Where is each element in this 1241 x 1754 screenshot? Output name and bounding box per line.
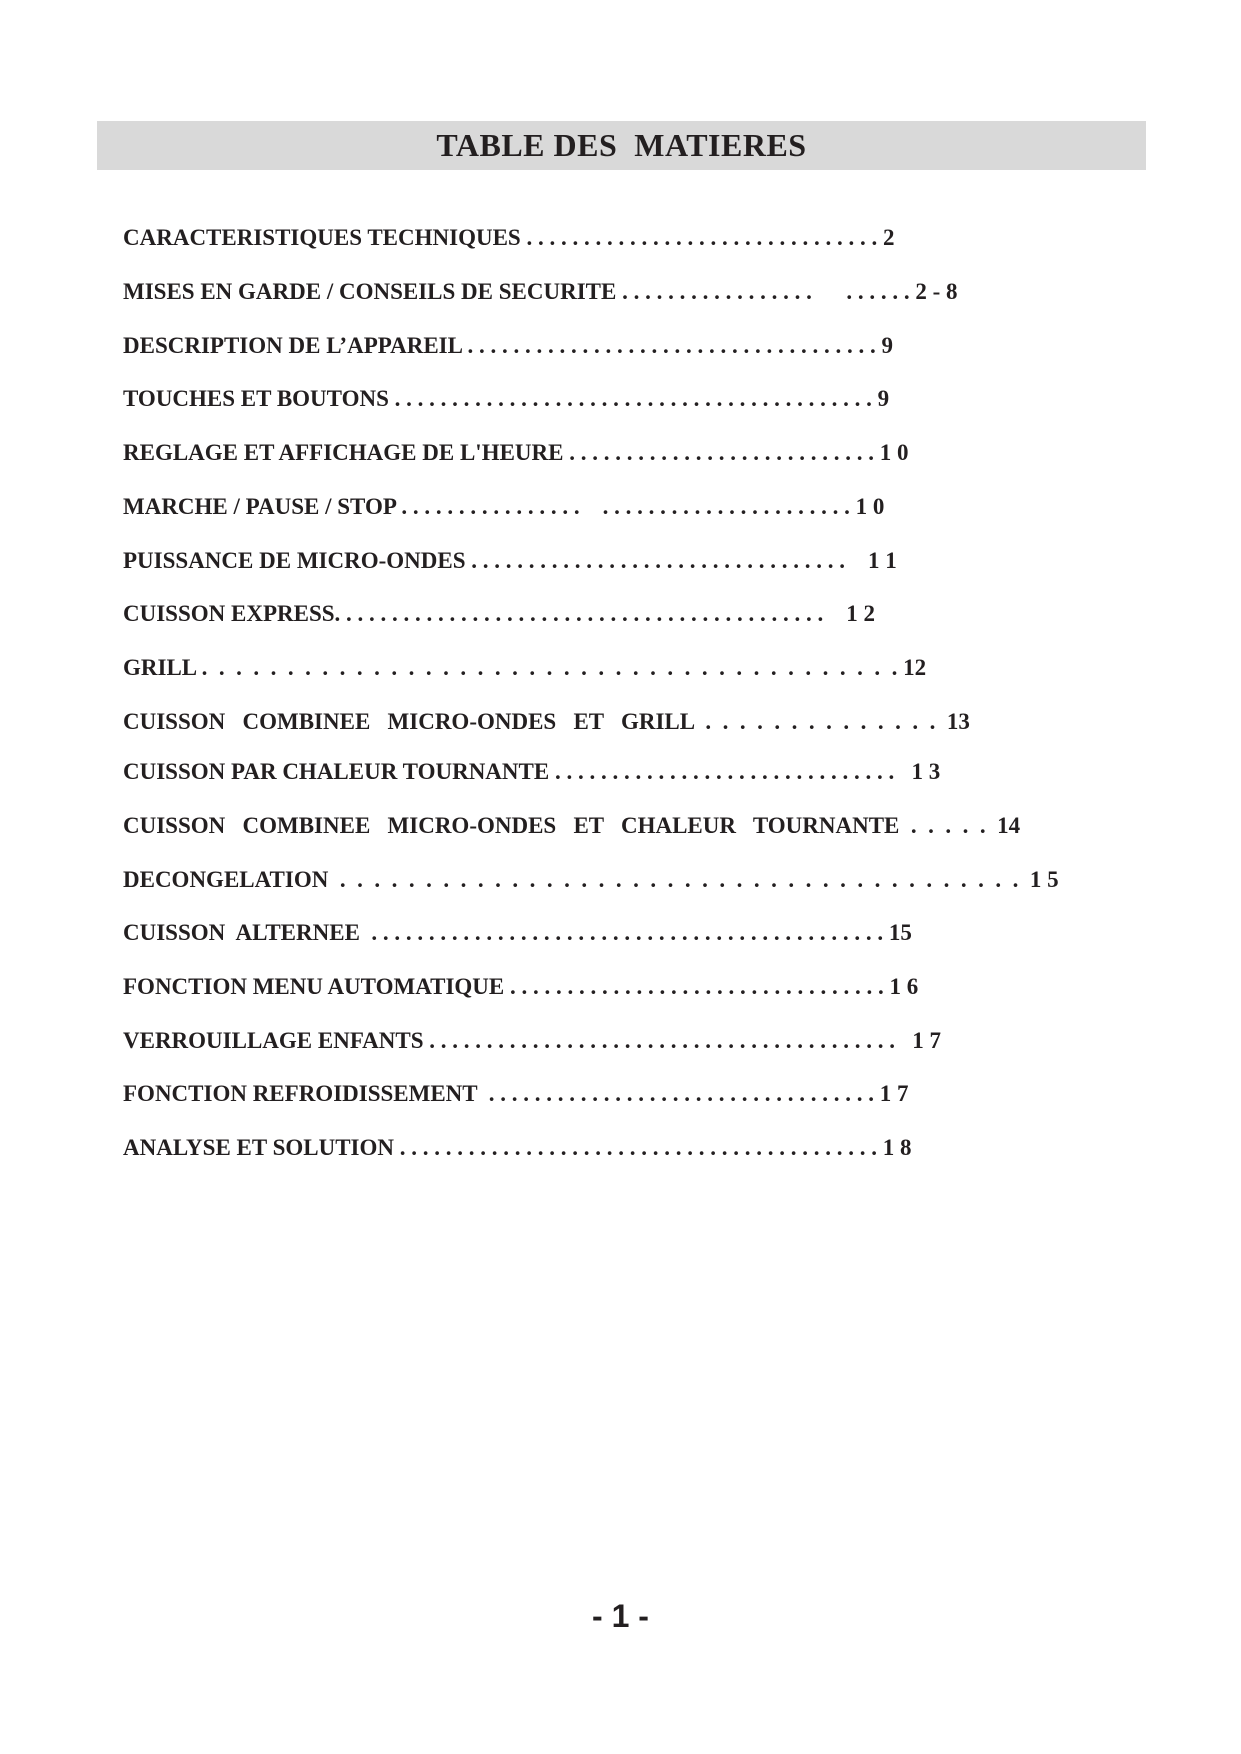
toc-entry-page: 2 - 8 <box>915 279 958 304</box>
toc-entry-title: TOUCHES ET BOUTONS <box>123 386 389 411</box>
toc-entry[interactable] <box>123 492 884 522</box>
toc-leader-dots: . . . . . . . . . . . . . . . . . . . . . . . . . . . . . . . . . . . . . . . . . . . . . <box>359 920 889 945</box>
toc-entry-title: DESCRIPTION DE L’APPAREIL <box>123 333 462 358</box>
toc-entry-title: CARACTERISTIQUES TECHNIQUES <box>123 225 521 250</box>
toc-entry[interactable] <box>123 1026 941 1056</box>
toc-entry[interactable] <box>123 1133 912 1163</box>
toc-entry-page: 14 <box>997 813 1021 838</box>
toc-entry-title: CUISSON EXPRESS. <box>123 601 341 626</box>
toc-entry[interactable] <box>123 277 958 307</box>
toc-leader-dots: . . . . . . . . . . . . . . . . . . . . . . . . . . . . . . . . . . . . . . . . . . <box>340 601 847 626</box>
toc-leader-dots: . . . . . . . . . . . . . . . . . . . . . . . . . . . . . . . . . <box>504 974 890 999</box>
toc-entry[interactable] <box>123 757 940 787</box>
toc-entry-title: MARCHE / PAUSE / STOP <box>123 494 396 519</box>
toc-entry-title: CUISSON COMBINEE MICRO-ONDES ET CHALEUR TOURNANTE <box>123 813 900 838</box>
toc-leader-dots: . . . . . . . . . . . . . . . . . . . . . . . . . . . . . . . . . <box>465 548 868 573</box>
toc-entry-title: MISES EN GARDE / CONSEILS DE SECURITE <box>123 279 617 304</box>
toc-entry-title: GRILL <box>123 655 196 680</box>
toc-entry-title: VERROUILLAGE ENFANTS <box>123 1028 424 1053</box>
toc-leader-dots: . . . . . . . . . . . . . . . . . . . . . . . . . . . . . . . . . . . . . . . . . . <box>388 386 878 411</box>
toc-entry-page: 1 0 <box>879 440 909 465</box>
toc-leader-dots: . . . . . . . . . . . . . . . . . . . . . . . <box>616 279 916 304</box>
toc-entry[interactable] <box>123 546 897 576</box>
toc-entry[interactable] <box>123 972 918 1002</box>
toc-entry-page: 1 8 <box>882 1135 912 1160</box>
toc-leader-dots: . . . . . . . . . . . . . . . . . . . . . . . . . . . . . . . . . . . . . . . . . <box>423 1028 913 1053</box>
toc-entry-page: 15 <box>888 920 912 945</box>
toc-entry-page: 9 <box>877 386 890 411</box>
toc-entry[interactable] <box>123 811 1020 841</box>
toc-leader-dots: . . . . . . . . . . . . . . . . . . . . . . . . . . . . . . . . . . . . . . <box>395 494 856 519</box>
toc-leader-dots: . . . . . . . . . . . . . . <box>693 709 947 734</box>
toc-entry-page: 12 <box>903 655 927 680</box>
toc-entry-title: CUISSON COMBINEE MICRO-ONDES ET GRILL <box>123 709 694 734</box>
toc-entry-title: FONCTION REFROIDISSEMENT <box>123 1081 478 1106</box>
toc-entry[interactable] <box>123 384 889 414</box>
toc-leader-dots: . . . . . . . . . . . . . . . . . . . . . . . . . . . . . . . <box>520 225 883 250</box>
title-bar <box>97 121 1146 170</box>
toc-leader-dots: . . . . . . . . . . . . . . . . . . . . . . . . . . . . . . <box>549 759 912 784</box>
toc-leader-dots: . . . . . . . . . . . . . . . . . . . . . . . . . . . . . . . . . . <box>477 1081 880 1106</box>
toc-entry-page: 1 5 <box>1029 867 1059 892</box>
toc-entry-page: 13 <box>946 709 970 734</box>
page-title: TABLE DES MATIERES <box>436 127 807 163</box>
page-number: - 1 - <box>592 1598 649 1634</box>
toc-entry[interactable] <box>123 707 970 737</box>
toc-entry-title: FONCTION MENU AUTOMATIQUE <box>123 974 505 999</box>
toc-entry-page: 2 <box>882 225 895 250</box>
toc-leader-dots: . . . . . . . . . . . . . . . . . . . . . . . . . . . . . . . . . . . . . . . . . . <box>394 1135 883 1160</box>
toc-entry-page: 1 2 <box>846 601 876 626</box>
toc-entry-page: 1 0 <box>855 494 885 519</box>
toc-leader-dots: . . . . . . . . . . . . . . . . . . . . . . . . . . . . . . . . . . . . . . . . . <box>195 655 904 680</box>
toc-entry[interactable] <box>123 599 875 629</box>
toc-entry-page: 1 3 <box>911 759 941 784</box>
toc-entry-title: REGLAGE ET AFFICHAGE DE L'HEURE <box>123 440 564 465</box>
toc-entry[interactable] <box>123 1079 908 1109</box>
toc-leader-dots: . . . . . <box>899 813 998 838</box>
toc-entry[interactable] <box>123 653 926 683</box>
toc-entry[interactable] <box>123 223 894 253</box>
toc-entry[interactable] <box>123 865 1059 895</box>
toc-leader-dots: . . . . . . . . . . . . . . . . . . . . . . . . . . . . . . . . . . . . <box>461 333 882 358</box>
toc-entry-title: CUISSON PAR CHALEUR TOURNANTE <box>123 759 550 784</box>
toc-entry[interactable] <box>123 331 893 361</box>
toc-entry-title: PUISSANCE DE MICRO-ONDES <box>123 548 466 573</box>
toc-entry-page: 1 6 <box>889 974 919 999</box>
toc-entry-page: 1 7 <box>879 1081 909 1106</box>
toc-entry-title: ANALYSE ET SOLUTION <box>123 1135 394 1160</box>
toc-entry-title: DECONGELATION <box>123 867 329 892</box>
toc-entry[interactable] <box>123 438 909 468</box>
toc-entry-title: CUISSON ALTERNEE <box>123 920 360 945</box>
toc-leader-dots: . . . . . . . . . . . . . . . . . . . . . . . . . . . . . . . . . . . . . . . . <box>328 867 1030 892</box>
toc-entry[interactable] <box>123 918 912 948</box>
toc-entry-page: 9 <box>881 333 893 358</box>
toc-leader-dots: . . . . . . . . . . . . . . . . . . . . . . . . . . . <box>563 440 880 465</box>
toc-entry-page: 1 7 <box>912 1028 942 1053</box>
toc-entry-page: 1 1 <box>867 548 897 573</box>
